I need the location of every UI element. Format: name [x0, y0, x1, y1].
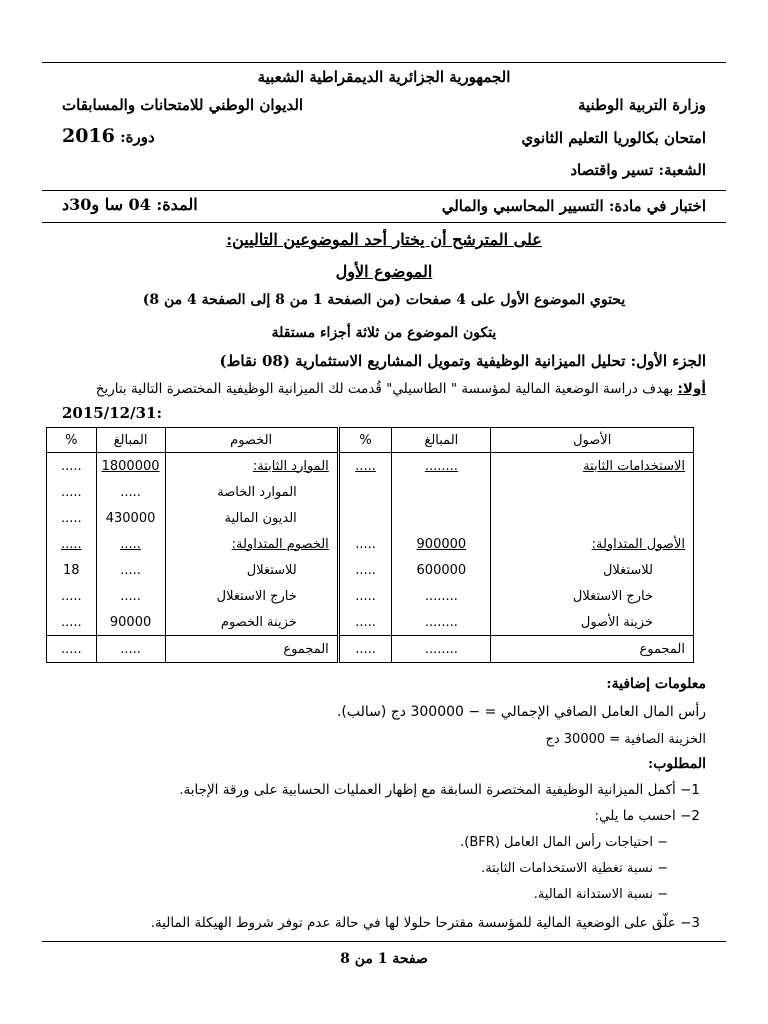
- asset-percent: [338, 479, 392, 505]
- republic-title: الجمهورية الجزائرية الديمقراطية الشعبية: [257, 68, 511, 86]
- liability-label: الموارد الخاصة: [165, 479, 338, 505]
- liability-percent: .....: [47, 583, 97, 609]
- asset-label: الأصول المتداولة:: [491, 531, 694, 557]
- asset-percent: .....: [338, 557, 392, 583]
- branch: الشعبة: تسير واقتصاد: [570, 161, 706, 179]
- part-title: الجزء الأول: تحليل الميزانية الوظيفية وتمويل المشاريع الاستثمارية (08 نقاط): [219, 352, 706, 370]
- session-year: 2016: [62, 125, 115, 147]
- asset-label: للاستغلال: [491, 557, 694, 583]
- liability-label: الموارد الثابتة:: [165, 453, 338, 480]
- header-percent: %: [338, 428, 392, 453]
- question-2c: − نسبة الاستدانة المالية.: [533, 887, 668, 902]
- extra-info-title: معلومات إضافية:: [606, 676, 706, 692]
- table-row: [47, 583, 694, 609]
- liability-percent: .....: [47, 453, 97, 480]
- asset-percent: .....: [338, 583, 392, 609]
- required-title: المطلوب:: [648, 756, 706, 772]
- asset-label: [491, 479, 694, 505]
- header-percent: %: [47, 428, 97, 453]
- liability-label: للاستغلال: [165, 557, 338, 583]
- footer-rule: [42, 941, 726, 942]
- table-row: [47, 453, 694, 480]
- choose-topic: على المترشح أن يختار أحد الموضوعين التاليين:: [226, 230, 542, 249]
- asset-amount: 600000: [392, 557, 491, 583]
- question-2: 2− احسب ما يلي:: [594, 808, 700, 824]
- first-text: بهدف دراسة الوضعية المالية لمؤسسة " الطاسيلي" قُدمت لك الميزانية الوظيفية المختصرة التالية بتاريخ: [95, 381, 678, 397]
- asset-amount: 900000: [392, 531, 491, 557]
- liability-label: خارج الاستغلال: [165, 583, 338, 609]
- asset-percent: .....: [338, 609, 392, 636]
- liability-percent: 18: [47, 557, 97, 583]
- liability-amount: 1800000: [96, 453, 165, 480]
- asset-amount: ........: [392, 453, 491, 480]
- question-3: 3− علّق على الوضعية المالية للمؤسسة مقترحا حلولا لها في حالة عدم توفر شروط الهيكلة المالية.: [150, 915, 700, 931]
- session-label: دورة:: [120, 128, 155, 146]
- page-number: صفحة 1 من 8: [340, 951, 428, 967]
- asset-label: الاستخدامات الثابتة: [491, 453, 694, 480]
- asset-amount: ........: [392, 609, 491, 636]
- liability-total-label: المجموع: [165, 636, 338, 663]
- liability-amount: .....: [96, 583, 165, 609]
- asset-amount: [392, 505, 491, 531]
- asset-label: خزينة الأصول: [491, 609, 694, 636]
- table-total-row: [47, 636, 694, 663]
- question-1: 1− أكمل الميزانية الوظيفية المختصرة السابقة مع إظهار العمليات الحسابية على ورقة الإجابة.: [179, 782, 700, 798]
- asset-label: خارج الاستغلال: [491, 583, 694, 609]
- liability-amount: .....: [96, 557, 165, 583]
- subject: اختبار في مادة: التسيير المحاسبي والمالي: [441, 197, 706, 215]
- extra-info-line-2: الخزينة الصافية = 30000 دج: [545, 732, 706, 747]
- liability-amount: 90000: [96, 609, 165, 636]
- ministry: وزارة التربية الوطنية: [577, 96, 706, 114]
- first-label: أولا:: [677, 381, 706, 397]
- asset-percent: .....: [338, 531, 392, 557]
- liability-amount: .....: [96, 531, 165, 557]
- liability-percent: .....: [47, 609, 97, 636]
- asset-amount: ........: [392, 583, 491, 609]
- liability-percent: .....: [47, 531, 97, 557]
- liability-amount: .....: [96, 479, 165, 505]
- header-rule-1: [42, 190, 726, 191]
- table-row: [47, 609, 694, 636]
- first-question: [96, 381, 706, 397]
- asset-total-label: المجموع: [491, 636, 694, 663]
- asset-amount: [392, 479, 491, 505]
- table-row: [47, 505, 694, 531]
- liability-label: الخصوم المتداولة:: [165, 531, 338, 557]
- duration: المدة: 04 سا و30د: [62, 195, 198, 214]
- asset-total-amount: ........: [392, 636, 491, 663]
- pages-info: يحتوي الموضوع الأول على 4 صفحات (من الصفحة 1 من 8 إلى الصفحة 4 من 8): [142, 292, 626, 308]
- table-row: [47, 557, 694, 583]
- question-2b: − نسبة تغطية الاستخدامات الثابتة.: [481, 861, 668, 876]
- extra-info-line-1: رأس المال العامل الصافي الإجمالي = − 300000 دج (سالب).: [336, 704, 706, 720]
- liability-label: خزينة الخصوم: [165, 609, 338, 636]
- table-row: [47, 531, 694, 557]
- top-rule: [42, 62, 726, 63]
- header-rule-2: [42, 222, 726, 223]
- session: [62, 125, 155, 147]
- asset-total-percent: .....: [338, 636, 392, 663]
- asset-percent: [338, 505, 392, 531]
- asset-label: [491, 505, 694, 531]
- liability-percent: .....: [47, 479, 97, 505]
- header-liabilities: الخصوم: [165, 428, 338, 453]
- first-date: :2015/12/31: [62, 404, 162, 422]
- balance-sheet-table: [46, 427, 694, 663]
- liability-total-amount: .....: [96, 636, 165, 663]
- parts-info: يتكون الموضوع من ثلاثة أجزاء مستقلة: [271, 325, 497, 341]
- exam-name: امتحان بكالوريا التعليم الثانوي: [521, 129, 706, 147]
- header-assets: الأصول: [491, 428, 694, 453]
- table-header-row: [47, 428, 694, 453]
- asset-percent: .....: [338, 453, 392, 480]
- topic-title: الموضوع الأول: [335, 262, 433, 281]
- exam-office: الديوان الوطني للامتحانات والمسابقات: [62, 96, 304, 114]
- question-2a: − احتياجات رأس المال العامل (BFR).: [460, 835, 668, 850]
- liability-amount: 430000: [96, 505, 165, 531]
- header-amount: المبالغ: [96, 428, 165, 453]
- table-row: [47, 479, 694, 505]
- liability-label: الديون المالية: [165, 505, 338, 531]
- header-amount: المبالغ: [392, 428, 491, 453]
- liability-total-percent: .....: [47, 636, 97, 663]
- liability-percent: .....: [47, 505, 97, 531]
